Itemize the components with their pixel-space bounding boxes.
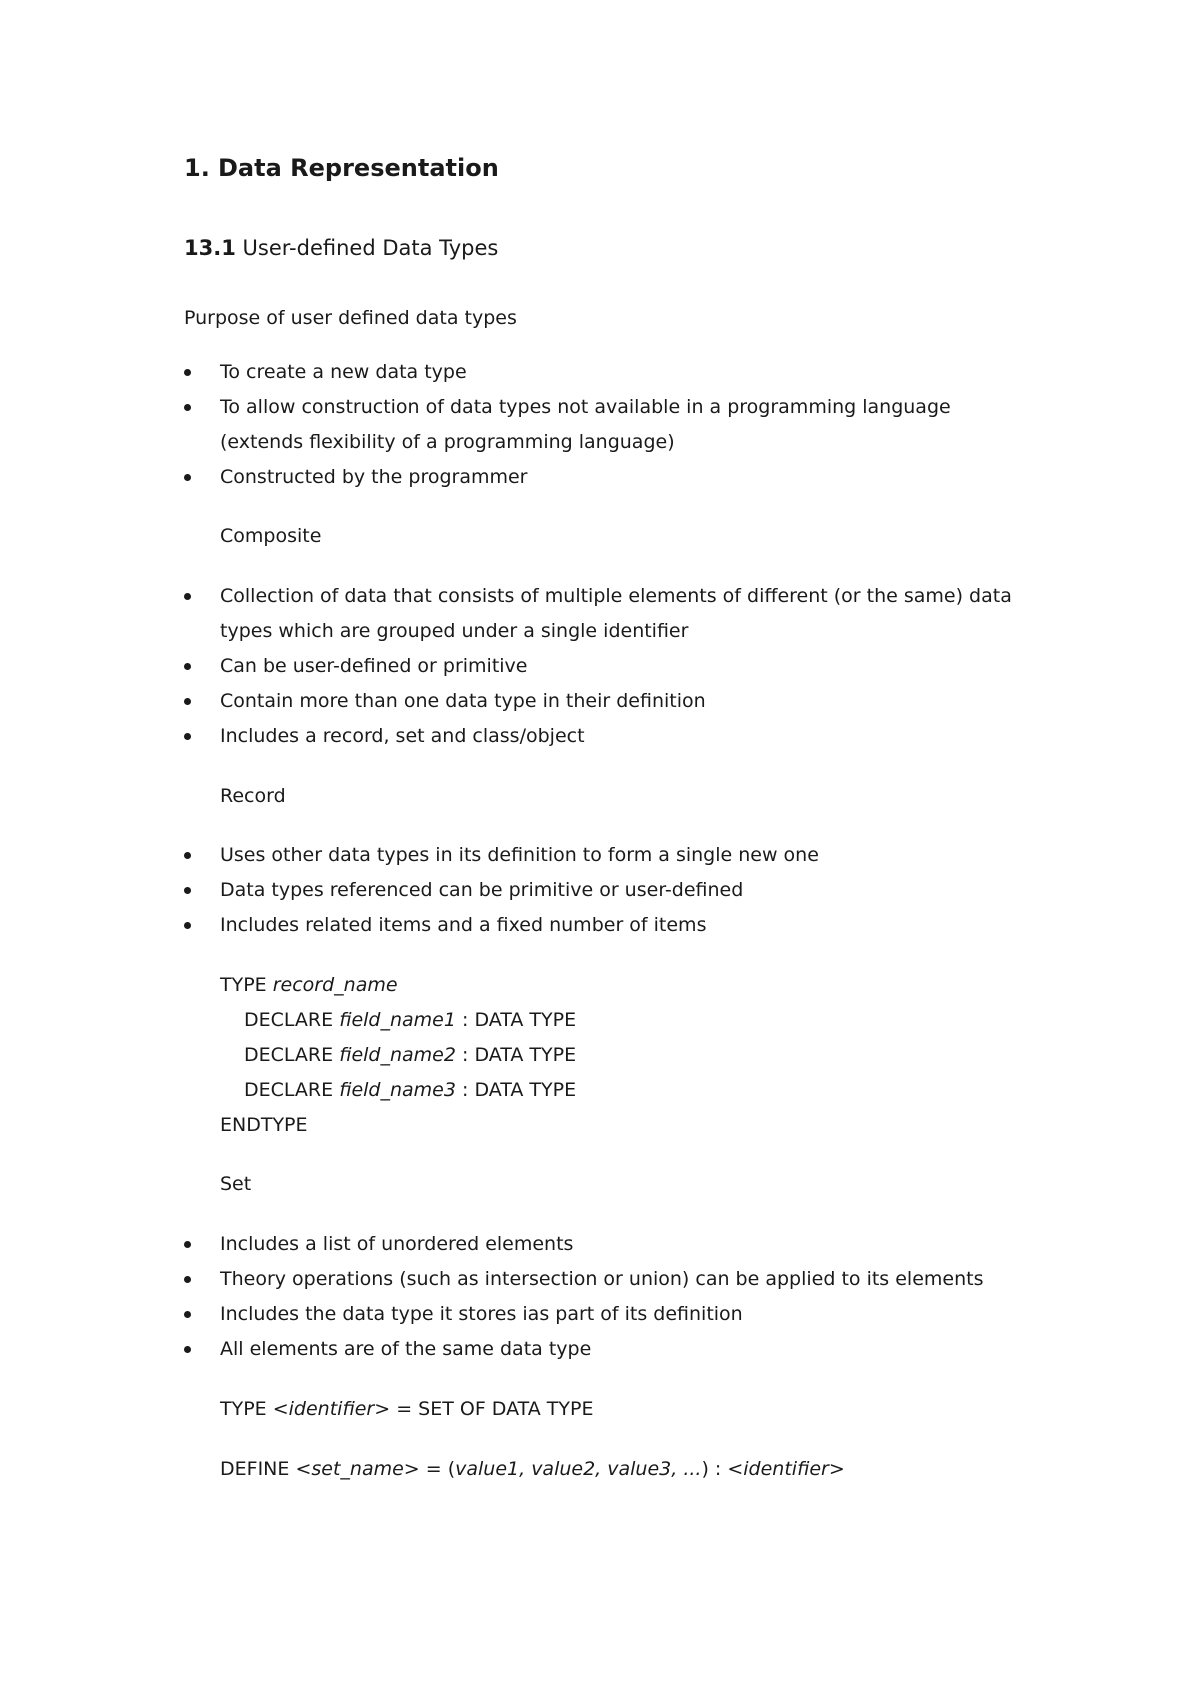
list-item-continuation: types which are grouped under a single identifier xyxy=(220,620,689,642)
code-line-declare: DECLARE field_name2 : DATA TYPE xyxy=(244,1044,577,1066)
bullet-icon xyxy=(184,593,191,600)
bullet-icon xyxy=(184,733,191,740)
bullet-icon xyxy=(184,663,191,670)
bullet-icon xyxy=(184,852,191,859)
section-title xyxy=(184,236,498,260)
bullet-icon xyxy=(184,1311,191,1318)
bullet-icon xyxy=(184,887,191,894)
bullet-icon xyxy=(184,1241,191,1248)
heading-number: 1. xyxy=(184,154,210,182)
purpose-title: Purpose of user defined data types xyxy=(184,307,517,329)
page-title xyxy=(184,154,499,182)
heading-title: Data Representation xyxy=(218,154,499,182)
bullet-icon xyxy=(184,1346,191,1353)
code-line-set-define: DEFINE <set_name> = (value1, value2, value3, ...) : <identifier> xyxy=(220,1458,845,1480)
set-title: Set xyxy=(220,1173,252,1195)
section-title-text: User-defined Data Types xyxy=(242,236,499,260)
composite-title: Composite xyxy=(220,525,322,547)
code-line-declare: DECLARE field_name3 : DATA TYPE xyxy=(244,1079,577,1101)
bullet-icon xyxy=(184,474,191,481)
bullet-icon xyxy=(184,404,191,411)
document-page: 1. Data Representation 13.1 User-defined Data Types Purpose of user defined data types To create a new data type To allow construction of data types not available in a programming language (extends flexibility of a programming language) Constructed by the programmer Composite Collection of data that consists of multiple elements of different (or the same) data types which are grouped under a single identifier Can be user-defined or primitive Contain more than one data type in their definition Includes a record, set and class/object Record Uses other data types in its definition to form a single new one Data types referenced can be primitive or user-defined Includes related items and a fixed number of items TYPE record_name DECLARE field_name1 : DATA TYPE DECLARE field_name2 : DATA TYPE DECLARE field_name3 : DATA TYPE ENDTYPE Set Includes a list of unordered elements Theory operations (such as intersection or union) can be applied to its elements Includes the data type it stores ias part of its definition All elements are of the same data type TYPE <identifier> = SET OF DATA TYPE DEFINE <set_name> = (value1, value2, value3, ...) : <identifier> xyxy=(184,154,1012,1480)
bullet-icon xyxy=(184,698,191,705)
section-number: 13.1 xyxy=(184,236,236,260)
bullet-icon xyxy=(184,369,191,376)
code-line-endtype: ENDTYPE xyxy=(220,1114,308,1136)
list-item-continuation: (extends flexibility of a programming language) xyxy=(220,431,675,453)
code-line-type: TYPE record_name xyxy=(220,974,398,996)
bullet-icon xyxy=(184,1276,191,1283)
bullet-icon xyxy=(184,922,191,929)
code-line-declare: DECLARE field_name1 : DATA TYPE xyxy=(244,1009,577,1031)
record-title: Record xyxy=(220,785,286,807)
code-line-set-type: TYPE <identifier> = SET OF DATA TYPE xyxy=(220,1398,594,1420)
